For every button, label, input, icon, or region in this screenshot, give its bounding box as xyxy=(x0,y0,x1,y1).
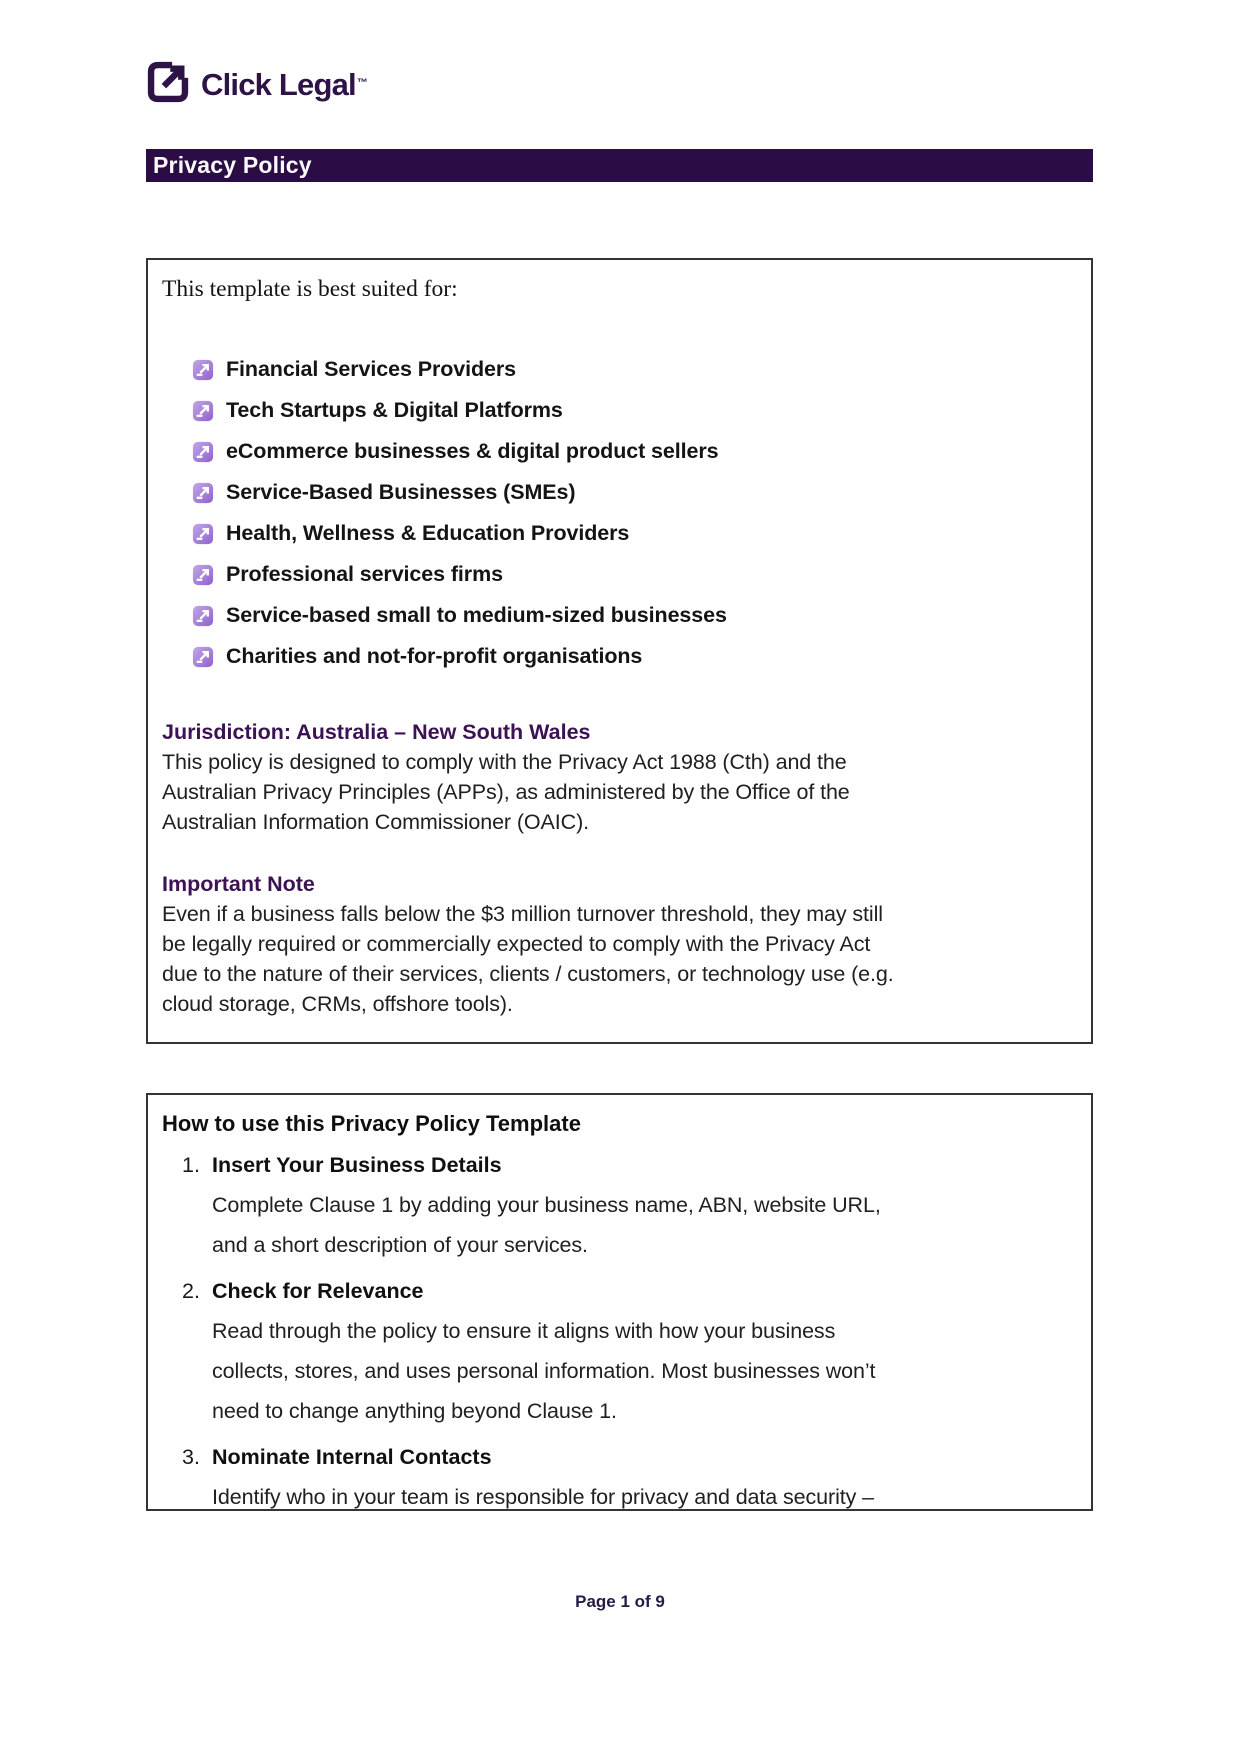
how-to-heading: How to use this Privacy Policy Template xyxy=(162,1111,581,1136)
paragraph-line: Australian Information Commissioner (OAIC). xyxy=(162,810,590,834)
paragraph-line: This policy is designed to comply with the Privacy Act 1988 (Cth) and the xyxy=(162,750,847,774)
audience-label: Service-based small to medium-sized businesses xyxy=(226,603,727,627)
paragraph-line: cloud storage, CRMs, offshore tools). xyxy=(162,992,513,1016)
step-number: 2. xyxy=(182,1279,200,1303)
step-item xyxy=(162,1271,1073,1431)
list-item xyxy=(162,390,1073,431)
arrow-up-right-square-icon xyxy=(192,400,214,422)
arrow-up-right-square-icon xyxy=(192,564,214,586)
jurisdiction-paragraph xyxy=(162,747,1073,837)
list-item xyxy=(162,595,1073,636)
paragraph-line: need to change anything beyond Clause 1. xyxy=(212,1399,617,1423)
paragraph-line: Even if a business falls below the $3 million turnover threshold, they may still xyxy=(162,902,883,926)
arrow-up-right-square-icon xyxy=(192,523,214,545)
how-to-use-box xyxy=(146,1093,1093,1511)
intro-lead-text: This template is best suited for: xyxy=(162,276,458,302)
list-item xyxy=(162,554,1073,595)
logo-text: Click Legal™ xyxy=(201,66,368,102)
audience-label: Financial Services Providers xyxy=(226,357,516,381)
paragraph-line: and a short description of your services. xyxy=(212,1233,588,1257)
paragraph-line: Identify who in your team is responsible for privacy and data security – xyxy=(212,1485,875,1509)
paragraph-line: Australian Privacy Principles (APPs), as administered by the Office of the xyxy=(162,780,850,804)
step-body xyxy=(212,1477,1073,1511)
list-item xyxy=(162,431,1073,472)
page-number-footer: Page 1 of 9 xyxy=(575,1592,665,1611)
arrow-up-right-square-icon xyxy=(192,441,214,463)
step-title: Check for Relevance xyxy=(212,1279,424,1303)
audience-list xyxy=(162,349,1073,677)
template-suitability-box xyxy=(146,258,1093,1044)
arrow-up-right-square-icon xyxy=(192,605,214,627)
step-number: 3. xyxy=(182,1445,200,1469)
audience-label: Charities and not-for-profit organisations xyxy=(226,644,643,668)
step-title: Nominate Internal Contacts xyxy=(212,1445,492,1469)
audience-label: Professional services firms xyxy=(226,562,503,586)
paragraph-line: Read through the policy to ensure it aligns with how your business xyxy=(212,1319,836,1343)
step-title: Insert Your Business Details xyxy=(212,1153,502,1177)
step-item xyxy=(162,1145,1073,1265)
step-item xyxy=(162,1437,1073,1511)
step-body xyxy=(212,1185,1073,1265)
trademark-symbol: ™ xyxy=(356,76,368,89)
click-legal-logo xyxy=(146,60,366,109)
arrow-up-right-square-icon xyxy=(192,482,214,504)
document-title-bar xyxy=(146,149,1093,182)
paragraph-line: collects, stores, and uses personal information. Most businesses won’t xyxy=(212,1359,876,1383)
list-item xyxy=(162,636,1073,677)
list-item xyxy=(162,513,1073,554)
paragraph-line: be legally required or commercially expected to comply with the Privacy Act xyxy=(162,932,871,956)
arrow-up-right-square-icon xyxy=(192,646,214,668)
page-title: Privacy Policy xyxy=(153,152,312,178)
important-note-paragraph xyxy=(162,899,1073,1019)
important-note-heading: Important Note xyxy=(162,872,315,896)
arrow-up-right-square-icon xyxy=(192,359,214,381)
step-number: 1. xyxy=(182,1153,200,1177)
click-legal-logo-icon xyxy=(146,60,190,109)
paragraph-line: due to the nature of their services, clients / customers, or technology use (e.g. xyxy=(162,962,894,986)
paragraph-line: Complete Clause 1 by adding your business name, ABN, website URL, xyxy=(212,1193,881,1217)
audience-label: eCommerce businesses & digital product sellers xyxy=(226,439,719,463)
audience-label: Tech Startups & Digital Platforms xyxy=(226,398,563,422)
list-item xyxy=(162,472,1073,513)
audience-label: Health, Wellness & Education Providers xyxy=(226,521,630,545)
step-body xyxy=(212,1311,1073,1431)
list-item xyxy=(162,349,1073,390)
audience-label: Service-Based Businesses (SMEs) xyxy=(226,480,576,504)
jurisdiction-heading: Jurisdiction: Australia – New South Wales xyxy=(162,720,591,744)
